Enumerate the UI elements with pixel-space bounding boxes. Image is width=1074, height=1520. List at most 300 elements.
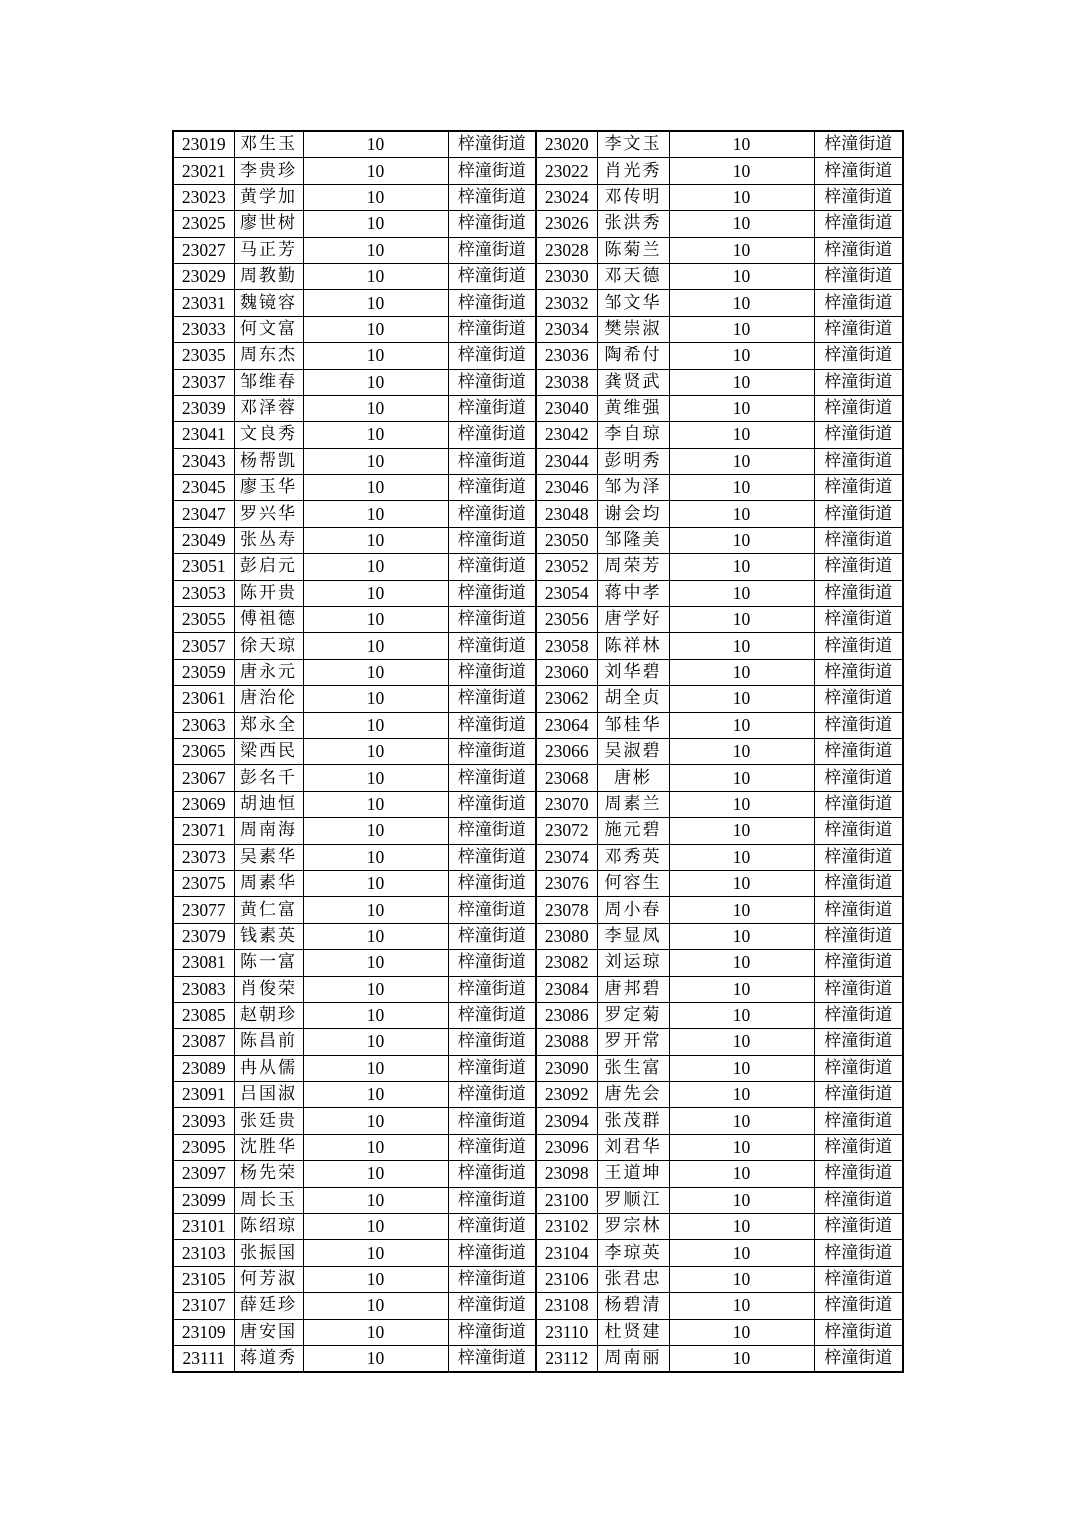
street-cell: 梓潼街道 xyxy=(448,923,536,949)
id-cell: 23068 xyxy=(536,765,597,791)
street-cell: 梓潼街道 xyxy=(448,131,536,158)
id-cell: 23108 xyxy=(536,1293,597,1319)
street-cell: 梓潼街道 xyxy=(814,1187,903,1213)
name-cell: 肖光秀 xyxy=(597,158,669,184)
name-cell: 周教勤 xyxy=(234,263,303,289)
amount-cell: 10 xyxy=(669,1319,814,1345)
amount-cell: 10 xyxy=(303,263,448,289)
id-cell: 23062 xyxy=(536,686,597,712)
amount-cell: 10 xyxy=(669,580,814,606)
street-cell: 梓潼街道 xyxy=(814,633,903,659)
roster-table-body xyxy=(173,131,903,1372)
table-row xyxy=(173,738,903,764)
id-cell: 23047 xyxy=(173,501,234,527)
name-cell: 邹桂华 xyxy=(597,712,669,738)
id-cell: 23045 xyxy=(173,475,234,501)
street-cell: 梓潼街道 xyxy=(814,1055,903,1081)
street-cell: 梓潼街道 xyxy=(814,976,903,1002)
id-cell: 23076 xyxy=(536,870,597,896)
amount-cell: 10 xyxy=(303,1082,448,1108)
id-cell: 23030 xyxy=(536,263,597,289)
amount-cell: 10 xyxy=(303,290,448,316)
table-row xyxy=(173,422,903,448)
name-cell: 黄仁富 xyxy=(234,897,303,923)
table-row xyxy=(173,158,903,184)
id-cell: 23019 xyxy=(173,131,234,158)
name-cell: 唐先会 xyxy=(597,1082,669,1108)
name-cell: 刘运琼 xyxy=(597,950,669,976)
street-cell: 梓潼街道 xyxy=(814,1266,903,1292)
table-row xyxy=(173,1240,903,1266)
name-cell: 何芳淑 xyxy=(234,1266,303,1292)
id-cell: 23090 xyxy=(536,1055,597,1081)
name-cell: 张生富 xyxy=(597,1055,669,1081)
id-cell: 23099 xyxy=(173,1187,234,1213)
name-cell: 邓天德 xyxy=(597,263,669,289)
street-cell: 梓潼街道 xyxy=(814,844,903,870)
id-cell: 23026 xyxy=(536,211,597,237)
name-cell: 谢会均 xyxy=(597,501,669,527)
name-cell: 彭名千 xyxy=(234,765,303,791)
table-row xyxy=(173,1266,903,1292)
amount-cell: 10 xyxy=(303,211,448,237)
street-cell: 梓潼街道 xyxy=(448,607,536,633)
table-row xyxy=(173,316,903,342)
amount-cell: 10 xyxy=(669,1029,814,1055)
street-cell: 梓潼街道 xyxy=(448,580,536,606)
table-row xyxy=(173,290,903,316)
name-cell: 唐治伦 xyxy=(234,686,303,712)
amount-cell: 10 xyxy=(669,1108,814,1134)
street-cell: 梓潼街道 xyxy=(814,395,903,421)
id-cell: 23077 xyxy=(173,897,234,923)
id-cell: 23029 xyxy=(173,263,234,289)
street-cell: 梓潼街道 xyxy=(814,791,903,817)
name-cell: 冉从儒 xyxy=(234,1055,303,1081)
id-cell: 23112 xyxy=(536,1345,597,1372)
street-cell: 梓潼街道 xyxy=(448,501,536,527)
name-cell: 邓生玉 xyxy=(234,131,303,158)
name-cell: 李琼英 xyxy=(597,1240,669,1266)
street-cell: 梓潼街道 xyxy=(814,448,903,474)
amount-cell: 10 xyxy=(303,158,448,184)
id-cell: 23050 xyxy=(536,527,597,553)
name-cell: 罗兴华 xyxy=(234,501,303,527)
street-cell: 梓潼街道 xyxy=(814,422,903,448)
amount-cell: 10 xyxy=(303,976,448,1002)
name-cell: 李贵珍 xyxy=(234,158,303,184)
amount-cell: 10 xyxy=(303,1055,448,1081)
amount-cell: 10 xyxy=(669,1187,814,1213)
name-cell: 周长玉 xyxy=(234,1187,303,1213)
amount-cell: 10 xyxy=(669,237,814,263)
id-cell: 23058 xyxy=(536,633,597,659)
street-cell: 梓潼街道 xyxy=(814,712,903,738)
name-cell: 彭明秀 xyxy=(597,448,669,474)
id-cell: 23089 xyxy=(173,1055,234,1081)
street-cell: 梓潼街道 xyxy=(448,1240,536,1266)
id-cell: 23071 xyxy=(173,818,234,844)
name-cell: 罗宗林 xyxy=(597,1214,669,1240)
table-row xyxy=(173,633,903,659)
table-row xyxy=(173,1082,903,1108)
street-cell: 梓潼街道 xyxy=(448,818,536,844)
id-cell: 23033 xyxy=(173,316,234,342)
table-row xyxy=(173,1002,903,1028)
street-cell: 梓潼街道 xyxy=(448,1161,536,1187)
id-cell: 23091 xyxy=(173,1082,234,1108)
id-cell: 23057 xyxy=(173,633,234,659)
id-cell: 23054 xyxy=(536,580,597,606)
street-cell: 梓潼街道 xyxy=(448,237,536,263)
street-cell: 梓潼街道 xyxy=(448,369,536,395)
table-row xyxy=(173,263,903,289)
id-cell: 23082 xyxy=(536,950,597,976)
table-row xyxy=(173,870,903,896)
name-cell: 邹文华 xyxy=(597,290,669,316)
amount-cell: 10 xyxy=(669,923,814,949)
name-cell: 杨先荣 xyxy=(234,1161,303,1187)
street-cell: 梓潼街道 xyxy=(814,580,903,606)
id-cell: 23079 xyxy=(173,923,234,949)
name-cell: 杜贤建 xyxy=(597,1319,669,1345)
name-cell: 钱素英 xyxy=(234,923,303,949)
amount-cell: 10 xyxy=(303,923,448,949)
name-cell: 王道坤 xyxy=(597,1161,669,1187)
table-row xyxy=(173,1108,903,1134)
amount-cell: 10 xyxy=(303,184,448,210)
street-cell: 梓潼街道 xyxy=(448,765,536,791)
street-cell: 梓潼街道 xyxy=(814,1029,903,1055)
name-cell: 施元碧 xyxy=(597,818,669,844)
name-cell: 李文玉 xyxy=(597,131,669,158)
name-cell: 周荣芳 xyxy=(597,554,669,580)
id-cell: 23072 xyxy=(536,818,597,844)
street-cell: 梓潼街道 xyxy=(814,950,903,976)
street-cell: 梓潼街道 xyxy=(448,422,536,448)
table-row xyxy=(173,1345,903,1372)
name-cell: 吴素华 xyxy=(234,844,303,870)
id-cell: 23039 xyxy=(173,395,234,421)
street-cell: 梓潼街道 xyxy=(448,712,536,738)
id-cell: 23104 xyxy=(536,1240,597,1266)
amount-cell: 10 xyxy=(669,686,814,712)
id-cell: 23085 xyxy=(173,1002,234,1028)
table-row xyxy=(173,791,903,817)
amount-cell: 10 xyxy=(303,369,448,395)
name-cell: 周小春 xyxy=(597,897,669,923)
amount-cell: 10 xyxy=(669,1345,814,1372)
amount-cell: 10 xyxy=(303,1187,448,1213)
id-cell: 23053 xyxy=(173,580,234,606)
street-cell: 梓潼街道 xyxy=(814,131,903,158)
amount-cell: 10 xyxy=(669,369,814,395)
street-cell: 梓潼街道 xyxy=(814,1108,903,1134)
id-cell: 23070 xyxy=(536,791,597,817)
amount-cell: 10 xyxy=(669,290,814,316)
name-cell: 廖世树 xyxy=(234,211,303,237)
table-row xyxy=(173,1187,903,1213)
street-cell: 梓潼街道 xyxy=(814,237,903,263)
street-cell: 梓潼街道 xyxy=(814,316,903,342)
amount-cell: 10 xyxy=(303,131,448,158)
amount-cell: 10 xyxy=(669,131,814,158)
name-cell: 肖俊荣 xyxy=(234,976,303,1002)
amount-cell: 10 xyxy=(303,738,448,764)
street-cell: 梓潼街道 xyxy=(448,263,536,289)
id-cell: 23027 xyxy=(173,237,234,263)
street-cell: 梓潼街道 xyxy=(448,897,536,923)
name-cell: 蒋中孝 xyxy=(597,580,669,606)
table-row xyxy=(173,976,903,1002)
street-cell: 梓潼街道 xyxy=(814,527,903,553)
name-cell: 陈开贵 xyxy=(234,580,303,606)
id-cell: 23094 xyxy=(536,1108,597,1134)
street-cell: 梓潼街道 xyxy=(448,791,536,817)
table-row xyxy=(173,1055,903,1081)
name-cell: 唐邦碧 xyxy=(597,976,669,1002)
street-cell: 梓潼街道 xyxy=(448,1134,536,1160)
street-cell: 梓潼街道 xyxy=(814,686,903,712)
id-cell: 23102 xyxy=(536,1214,597,1240)
table-row xyxy=(173,1319,903,1345)
id-cell: 23093 xyxy=(173,1108,234,1134)
id-cell: 23061 xyxy=(173,686,234,712)
street-cell: 梓潼街道 xyxy=(814,923,903,949)
name-cell: 赵朝珍 xyxy=(234,1002,303,1028)
street-cell: 梓潼街道 xyxy=(814,554,903,580)
street-cell: 梓潼街道 xyxy=(814,343,903,369)
id-cell: 23092 xyxy=(536,1082,597,1108)
id-cell: 23081 xyxy=(173,950,234,976)
table-row xyxy=(173,343,903,369)
name-cell: 周素兰 xyxy=(597,791,669,817)
amount-cell: 10 xyxy=(303,712,448,738)
amount-cell: 10 xyxy=(303,1293,448,1319)
id-cell: 23073 xyxy=(173,844,234,870)
table-row xyxy=(173,369,903,395)
amount-cell: 10 xyxy=(303,686,448,712)
id-cell: 23043 xyxy=(173,448,234,474)
name-cell: 蒋道秀 xyxy=(234,1345,303,1372)
id-cell: 23021 xyxy=(173,158,234,184)
amount-cell: 10 xyxy=(669,316,814,342)
street-cell: 梓潼街道 xyxy=(448,158,536,184)
name-cell: 罗顺江 xyxy=(597,1187,669,1213)
amount-cell: 10 xyxy=(669,765,814,791)
id-cell: 23042 xyxy=(536,422,597,448)
name-cell: 黄学加 xyxy=(234,184,303,210)
id-cell: 23083 xyxy=(173,976,234,1002)
street-cell: 梓潼街道 xyxy=(448,1055,536,1081)
street-cell: 梓潼街道 xyxy=(814,659,903,685)
street-cell: 梓潼街道 xyxy=(448,316,536,342)
name-cell: 张洪秀 xyxy=(597,211,669,237)
name-cell: 陈一富 xyxy=(234,950,303,976)
amount-cell: 10 xyxy=(303,607,448,633)
street-cell: 梓潼街道 xyxy=(448,448,536,474)
amount-cell: 10 xyxy=(303,659,448,685)
name-cell: 刘君华 xyxy=(597,1134,669,1160)
name-cell: 张廷贵 xyxy=(234,1108,303,1134)
table-row xyxy=(173,1214,903,1240)
name-cell: 唐彬 xyxy=(597,765,669,791)
name-cell: 李自琼 xyxy=(597,422,669,448)
id-cell: 23052 xyxy=(536,554,597,580)
amount-cell: 10 xyxy=(669,1002,814,1028)
amount-cell: 10 xyxy=(669,791,814,817)
street-cell: 梓潼街道 xyxy=(448,1293,536,1319)
amount-cell: 10 xyxy=(303,580,448,606)
amount-cell: 10 xyxy=(669,712,814,738)
id-cell: 23049 xyxy=(173,527,234,553)
id-cell: 23084 xyxy=(536,976,597,1002)
name-cell: 廖玉华 xyxy=(234,475,303,501)
id-cell: 23038 xyxy=(536,369,597,395)
amount-cell: 10 xyxy=(669,343,814,369)
street-cell: 梓潼街道 xyxy=(448,1214,536,1240)
street-cell: 梓潼街道 xyxy=(448,976,536,1002)
id-cell: 23023 xyxy=(173,184,234,210)
amount-cell: 10 xyxy=(303,422,448,448)
amount-cell: 10 xyxy=(303,791,448,817)
name-cell: 唐学好 xyxy=(597,607,669,633)
id-cell: 23109 xyxy=(173,1319,234,1345)
id-cell: 23063 xyxy=(173,712,234,738)
name-cell: 陈菊兰 xyxy=(597,237,669,263)
name-cell: 马正芳 xyxy=(234,237,303,263)
amount-cell: 10 xyxy=(669,1055,814,1081)
name-cell: 张君忠 xyxy=(597,1266,669,1292)
amount-cell: 10 xyxy=(669,184,814,210)
street-cell: 梓潼街道 xyxy=(814,897,903,923)
amount-cell: 10 xyxy=(669,1266,814,1292)
id-cell: 23028 xyxy=(536,237,597,263)
name-cell: 邓传明 xyxy=(597,184,669,210)
amount-cell: 10 xyxy=(669,1240,814,1266)
id-cell: 23035 xyxy=(173,343,234,369)
street-cell: 梓潼街道 xyxy=(448,870,536,896)
amount-cell: 10 xyxy=(669,527,814,553)
name-cell: 杨碧清 xyxy=(597,1293,669,1319)
amount-cell: 10 xyxy=(303,237,448,263)
id-cell: 23103 xyxy=(173,1240,234,1266)
id-cell: 23022 xyxy=(536,158,597,184)
name-cell: 陶希付 xyxy=(597,343,669,369)
amount-cell: 10 xyxy=(303,950,448,976)
name-cell: 郑永全 xyxy=(234,712,303,738)
table-row xyxy=(173,897,903,923)
amount-cell: 10 xyxy=(669,422,814,448)
amount-cell: 10 xyxy=(669,1214,814,1240)
street-cell: 梓潼街道 xyxy=(448,1002,536,1028)
id-cell: 23097 xyxy=(173,1161,234,1187)
amount-cell: 10 xyxy=(303,501,448,527)
table-row xyxy=(173,184,903,210)
table-row xyxy=(173,237,903,263)
name-cell: 沈胜华 xyxy=(234,1134,303,1160)
street-cell: 梓潼街道 xyxy=(814,1293,903,1319)
id-cell: 23100 xyxy=(536,1187,597,1213)
id-cell: 23041 xyxy=(173,422,234,448)
id-cell: 23051 xyxy=(173,554,234,580)
name-cell: 唐安国 xyxy=(234,1319,303,1345)
name-cell: 周南丽 xyxy=(597,1345,669,1372)
id-cell: 23066 xyxy=(536,738,597,764)
amount-cell: 10 xyxy=(669,448,814,474)
amount-cell: 10 xyxy=(303,448,448,474)
amount-cell: 10 xyxy=(303,1214,448,1240)
name-cell: 龚贤武 xyxy=(597,369,669,395)
name-cell: 梁西民 xyxy=(234,738,303,764)
table-row xyxy=(173,659,903,685)
name-cell: 张振国 xyxy=(234,1240,303,1266)
id-cell: 23064 xyxy=(536,712,597,738)
name-cell: 文良秀 xyxy=(234,422,303,448)
id-cell: 23088 xyxy=(536,1029,597,1055)
table-row xyxy=(173,580,903,606)
name-cell: 罗定菊 xyxy=(597,1002,669,1028)
street-cell: 梓潼街道 xyxy=(814,738,903,764)
street-cell: 梓潼街道 xyxy=(448,686,536,712)
table-row xyxy=(173,501,903,527)
amount-cell: 10 xyxy=(303,316,448,342)
id-cell: 23111 xyxy=(173,1345,234,1372)
id-cell: 23032 xyxy=(536,290,597,316)
amount-cell: 10 xyxy=(303,475,448,501)
street-cell: 梓潼街道 xyxy=(448,1187,536,1213)
amount-cell: 10 xyxy=(669,395,814,421)
id-cell: 23087 xyxy=(173,1029,234,1055)
id-cell: 23024 xyxy=(536,184,597,210)
id-cell: 23037 xyxy=(173,369,234,395)
amount-cell: 10 xyxy=(303,844,448,870)
table-row xyxy=(173,686,903,712)
id-cell: 23067 xyxy=(173,765,234,791)
street-cell: 梓潼街道 xyxy=(814,1002,903,1028)
street-cell: 梓潼街道 xyxy=(814,158,903,184)
amount-cell: 10 xyxy=(669,475,814,501)
amount-cell: 10 xyxy=(303,527,448,553)
street-cell: 梓潼街道 xyxy=(814,501,903,527)
street-cell: 梓潼街道 xyxy=(814,607,903,633)
id-cell: 23106 xyxy=(536,1266,597,1292)
street-cell: 梓潼街道 xyxy=(448,844,536,870)
id-cell: 23055 xyxy=(173,607,234,633)
table-row xyxy=(173,818,903,844)
street-cell: 梓潼街道 xyxy=(448,475,536,501)
name-cell: 陈祥林 xyxy=(597,633,669,659)
name-cell: 胡全贞 xyxy=(597,686,669,712)
id-cell: 23105 xyxy=(173,1266,234,1292)
roster-table xyxy=(172,130,904,1373)
table-row xyxy=(173,211,903,237)
street-cell: 梓潼街道 xyxy=(814,1082,903,1108)
street-cell: 梓潼街道 xyxy=(448,1029,536,1055)
amount-cell: 10 xyxy=(303,1266,448,1292)
amount-cell: 10 xyxy=(303,1161,448,1187)
street-cell: 梓潼街道 xyxy=(448,290,536,316)
name-cell: 周素华 xyxy=(234,870,303,896)
id-cell: 23025 xyxy=(173,211,234,237)
street-cell: 梓潼街道 xyxy=(448,950,536,976)
table-row xyxy=(173,448,903,474)
name-cell: 周南海 xyxy=(234,818,303,844)
amount-cell: 10 xyxy=(669,501,814,527)
street-cell: 梓潼街道 xyxy=(814,818,903,844)
amount-cell: 10 xyxy=(669,1134,814,1160)
amount-cell: 10 xyxy=(303,818,448,844)
